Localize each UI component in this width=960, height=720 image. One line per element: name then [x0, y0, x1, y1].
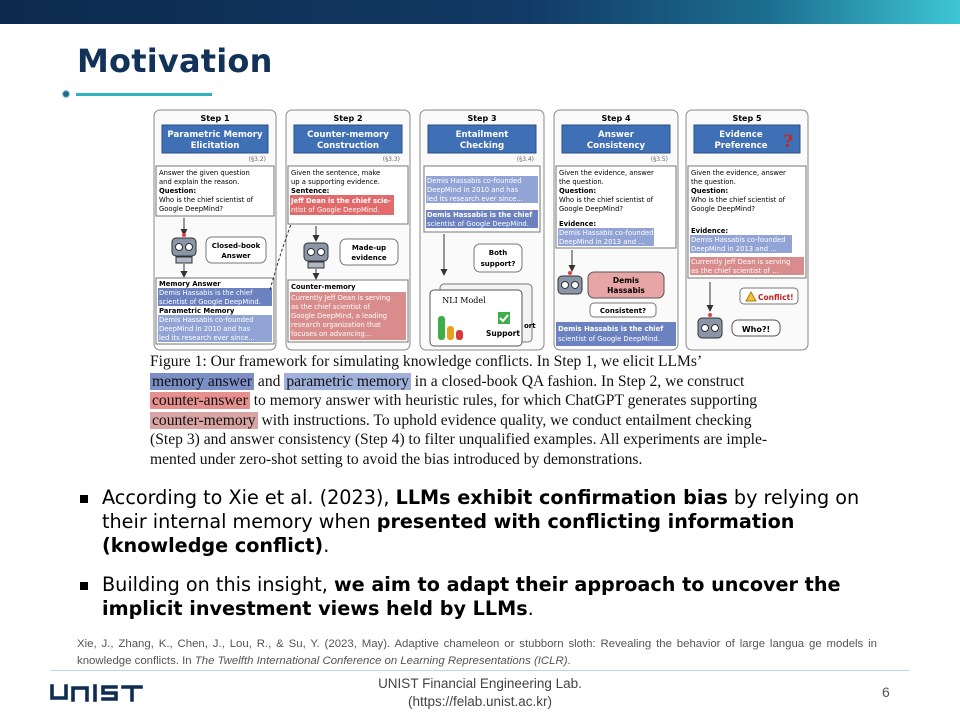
step1-label: Step 1	[200, 114, 230, 123]
memory-answer-text-2: scientist of Google DeepMind.	[159, 298, 261, 306]
footer-lab-info	[330, 675, 630, 711]
counter-memory-label: Counter-memory	[291, 283, 356, 291]
caption-line-2-rest: in a closed-book QA fashion. In Step 2, we construct	[410, 372, 745, 390]
bold-phrase: LLMs exhibit confirmation bias	[395, 486, 728, 509]
col5-evidence-text-2: DeepMind in 2013 and ...	[691, 245, 777, 253]
parametric-memory-text-3: led its research ever since...	[159, 334, 255, 342]
col4-memory-answer: Demis Hassabis is the chief	[558, 325, 664, 333]
col1-prompt-2: and explain the reason.	[159, 178, 240, 186]
title-bullet-dot	[62, 90, 70, 98]
step3-label: Step 3	[467, 114, 497, 123]
col5-question-2: Google DeepMind?	[691, 205, 756, 213]
step2-section-ref: (§3.3)	[382, 156, 400, 163]
bold-phrase: we aim to adapt their approach to uncover the implicit investment views held by LLMs	[102, 573, 841, 620]
step4-title-line1: Answer	[598, 130, 634, 140]
page-title: Motivation	[77, 42, 273, 80]
memory-answer-highlight: memory answer	[152, 372, 253, 390]
col1-question-2: Google DeepMind?	[159, 205, 224, 213]
col3-parametric-text-2: DeepMind in 2010 and has	[427, 186, 519, 194]
step5-label: Step 5	[732, 114, 762, 123]
step4-label: Step 4	[601, 114, 631, 123]
caption-line-6: mented under zero-shot setting to avoid the bias introduced by demonstrations.	[150, 450, 643, 468]
parametric-memory-label: Parametric Memory	[159, 307, 235, 315]
lab-url: (https://felab.unist.ac.kr)	[407, 694, 553, 709]
step5-title-line1: Evidence	[719, 130, 763, 140]
col5-evidence-text: Demis Hassabis co-founded	[691, 236, 786, 244]
step1-section-ref: (§3.2)	[248, 156, 266, 163]
col4-question-2: Google DeepMind?	[559, 205, 624, 213]
caption-line-1: Figure 1: Our framework for simulating knowledge conflicts. In Step 1, we elicit LLMs’	[150, 353, 703, 370]
col4-memory-answer-2: scientist of Google DeepMind.	[558, 335, 660, 343]
parametric-memory-text: Demis Hassabis co-founded	[159, 316, 254, 324]
counter-memory-text-2: as the chief scientist of	[291, 303, 370, 311]
consistent-label: Consistent?	[599, 307, 647, 315]
parametric-memory-highlight: parametric memory	[286, 372, 409, 390]
question-mark-icon: ?	[783, 132, 793, 152]
step3-title-line2: Checking	[459, 141, 505, 151]
square-bullet-icon	[80, 582, 88, 590]
col4-question: Who is the chief scientist of	[559, 196, 654, 204]
col1-question-label: Question:	[159, 187, 197, 195]
step2-title-line2: Construction	[316, 141, 380, 151]
both-support-label-2: support?	[480, 260, 516, 268]
col4-evidence-label: Evidence:	[559, 220, 597, 228]
title-underline	[76, 93, 212, 96]
step4-section-ref: (§3.5)	[650, 156, 668, 163]
caption-line-3-rest: to memory answer with heuristic rules, for which ChatGPT generates supporting	[249, 392, 758, 410]
col2-sentence-label: Sentence:	[291, 187, 330, 195]
memory-answer-label: Memory Answer	[159, 280, 221, 288]
parametric-memory-text-2: DeepMind in 2010 and has	[159, 325, 251, 333]
counter-answer-highlight: counter-answer	[152, 392, 248, 410]
answer-label-2: Hassabis	[607, 286, 645, 295]
counter-answer-sentence-2: ntist of Google DeepMind.	[291, 206, 380, 214]
conflict-label: Conflict!	[758, 293, 794, 302]
support-label-back: ort	[524, 322, 536, 330]
bold-phrase: presented with conflicting information (knowledge conflict)	[102, 510, 795, 557]
caption-line-2	[150, 372, 816, 392]
answer-label: Demis	[612, 276, 640, 285]
caption-and: and	[254, 372, 285, 390]
col5-counter-text: Currently Jeff Dean is serving	[691, 258, 791, 266]
nli-model-label: NLI Model	[442, 296, 486, 305]
col3-parametric-text-3: led its research ever since...	[427, 195, 523, 203]
who-label: Who?!	[741, 325, 771, 334]
column-step1	[156, 166, 274, 344]
col3-parametric-text: Demis Hassabis co-founded	[427, 177, 522, 185]
col3-memory-answer-2: scientist of Google DeepMind.	[427, 220, 529, 228]
closed-book-label-2: Answer	[221, 252, 251, 260]
caption-line-5: (Step 3) and answer consistency (Step 4) to filter unqualified examples. All experiments are imple-	[150, 431, 768, 449]
lab-name: UNIST Financial Engineering Lab.	[378, 676, 582, 691]
col5-prompt-2: the question.	[691, 178, 736, 186]
caption-line-4	[150, 411, 816, 431]
col4-question-label: Question:	[559, 187, 597, 195]
step1-title-line1: Parametric Memory	[167, 130, 263, 140]
figure-caption	[150, 352, 816, 470]
col4-evidence-text: Demis Hassabis co-founded	[559, 229, 654, 237]
bullet-item: According to Xie et al. (2023), LLMs exhibit confirmation bias by relying on their internal memory when presented with conflicting information (knowledge conflict).	[80, 486, 880, 558]
both-support-label: Both	[488, 249, 508, 257]
col3-memory-answer: Demis Hassabis is the chief	[427, 211, 533, 219]
closed-book-label: Closed-book	[211, 242, 261, 250]
step3-section-ref: (§3.4)	[516, 156, 534, 163]
page-number: 6	[882, 684, 890, 700]
bullet-list	[80, 486, 880, 636]
col5-counter-text-2: as the chief scientist of ...	[691, 267, 779, 275]
memory-answer-text: Demis Hassabis is the chief	[159, 289, 253, 297]
col1-prompt: Answer the given question	[159, 169, 250, 177]
square-bullet-icon	[80, 495, 88, 503]
col1-question: Who is the chief scientist of	[159, 196, 254, 204]
counter-memory-text-5: focuses on advancing...	[291, 330, 372, 338]
col5-question: Who is the chief scientist of	[691, 196, 786, 204]
made-up-label: Made-up	[351, 244, 387, 252]
top-banner	[0, 0, 960, 24]
footer-divider	[50, 670, 910, 671]
step1-title-line2: Elicitation	[190, 141, 240, 151]
col4-evidence-text-2: DeepMind in 2013 and ...	[559, 238, 645, 246]
col4-prompt: Given the evidence, answer	[559, 169, 654, 177]
made-up-label-2: evidence	[351, 254, 387, 262]
step3-title-line1: Entailment	[455, 130, 509, 140]
citation-venue: The Twelfth International Conference on Learning Representations (ICLR)	[194, 655, 568, 667]
citation-reference: Xie, J., Zhang, K., Chen, J., Lou, R., & Su, Y. (2023, May). Adaptive chameleon or stubborn sloth: Revealing the behavior of large langua ge models in knowledge conflicts. In The Twelfth International Conference on Learning Representations (ICLR).	[77, 638, 877, 667]
column-step2	[288, 166, 408, 342]
step2-label: Step 2	[333, 114, 363, 123]
step2-title-line1: Counter-memory	[307, 130, 389, 140]
framework-diagram	[148, 106, 813, 356]
check-icon	[498, 312, 510, 324]
col5-question-label: Question:	[691, 187, 729, 195]
support-label: Support	[486, 329, 520, 338]
counter-answer-sentence: Jeff Dean is the chief scie-	[291, 197, 391, 205]
counter-memory-text: Currently Jeff Dean is serving	[291, 294, 391, 302]
col2-prompt-2: up a supporting evidence.	[291, 178, 380, 186]
caption-line-3	[150, 391, 816, 411]
counter-memory-text-4: research organization that	[291, 321, 381, 329]
step4-title-line2: Consistency	[586, 141, 646, 151]
col5-prompt: Given the evidence, answer	[691, 169, 786, 177]
col4-prompt-2: the question.	[559, 178, 604, 186]
step5-title-line2: Preference	[714, 141, 768, 151]
caption-line-4-rest: with instructions. To uphold evidence quality, we conduct entailment checking	[257, 411, 752, 429]
unist-logo	[50, 684, 148, 702]
col5-evidence-label: Evidence:	[691, 227, 729, 235]
counter-memory-text-3: Google DeepMind, a leading	[291, 312, 388, 320]
robot-icon	[304, 243, 328, 268]
counter-memory-highlight: counter-memory	[152, 411, 256, 429]
bullet-item: Building on this insight, we aim to adapt their approach to uncover the implicit investment views held by LLMs.	[80, 573, 880, 621]
col2-prompt: Given the sentence, make	[291, 169, 381, 177]
